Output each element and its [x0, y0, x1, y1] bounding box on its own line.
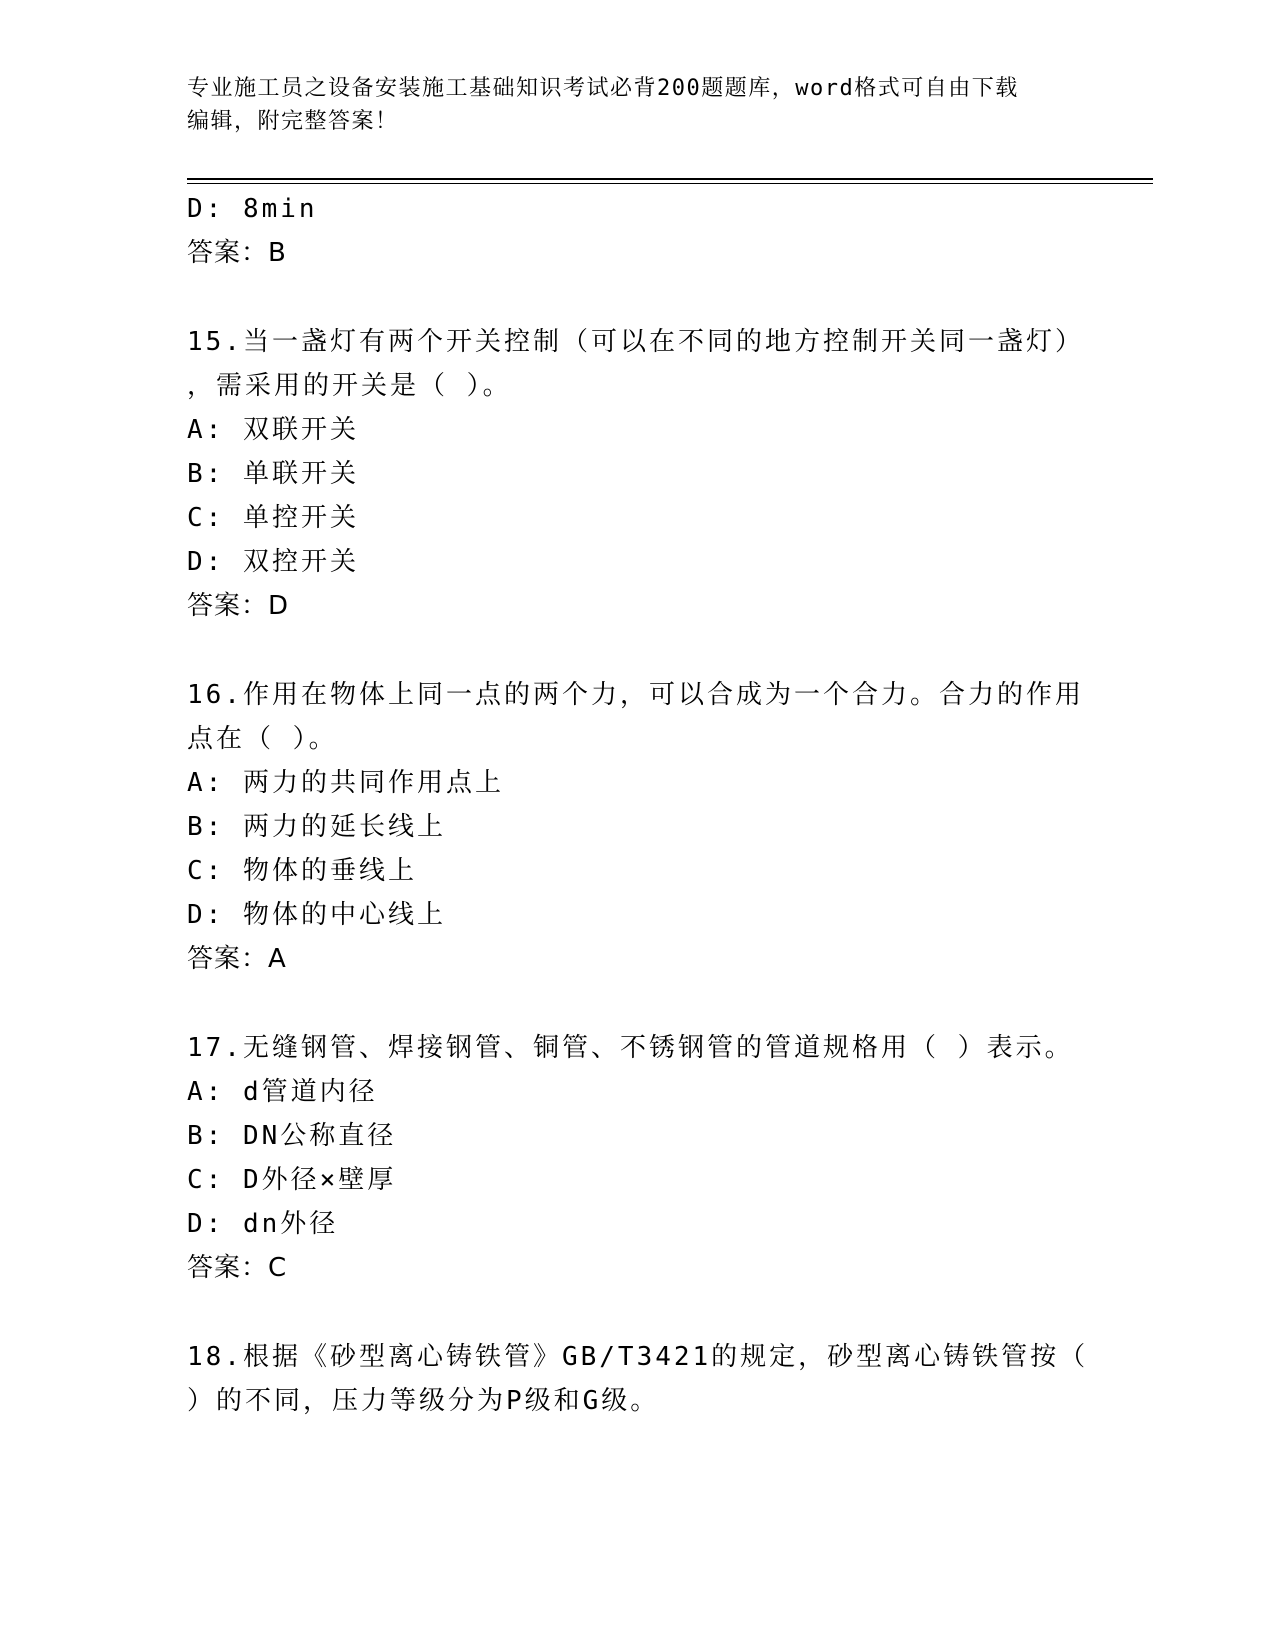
- q15-text-line-1: 15.当一盏灯有两个开关控制（可以在不同的地方控制开关同一盏灯）: [187, 327, 1084, 357]
- q18-text-line-2: ）的不同，压力等级分为P级和G级。: [187, 1386, 660, 1416]
- q16-text-line-2: 点在（ ）。: [187, 724, 338, 754]
- q16-option-c: C: 物体的垂线上: [187, 856, 417, 886]
- q16-option-a: A: 两力的共同作用点上: [187, 768, 504, 798]
- q15-option-d: D: 双控开关: [187, 547, 359, 577]
- q15-option-a: A: 双联开关: [187, 415, 359, 445]
- q17-text-line-1: 17.无缝钢管、焊接钢管、铜管、不锈钢管的管道规格用（ ）表示。: [187, 1033, 1074, 1063]
- q15-option-b: B: 单联开关: [187, 459, 359, 489]
- q15-text-line-2: ，需采用的开关是（ ）。: [187, 371, 512, 401]
- q16-option-b: B: 两力的延长线上: [187, 812, 446, 842]
- prev-answer: 答案：B: [187, 238, 287, 268]
- header-line-2: 编辑，附完整答案！: [187, 109, 399, 134]
- q17-option-d: D: dn外径: [187, 1209, 339, 1239]
- q15-option-c: C: 单控开关: [187, 503, 359, 533]
- q15-answer: 答案：D: [187, 591, 290, 621]
- q17-option-b: B: DN公称直径: [187, 1121, 397, 1151]
- header-rule-thin: [187, 183, 1153, 184]
- q16-answer: 答案：A: [187, 944, 287, 974]
- q16-text-line-1: 16.作用在物体上同一点的两个力，可以合成为一个合力。合力的作用: [187, 680, 1084, 710]
- document-header: [187, 72, 1067, 138]
- prev-option-d: D: 8min: [187, 194, 318, 224]
- q18-text-line-1: 18.根据《砂型离心铸铁管》GB/T3421的规定，砂型离心铸铁管按（: [187, 1342, 1089, 1372]
- q16-option-d: D: 物体的中心线上: [187, 900, 446, 930]
- q17-answer: 答案：C: [187, 1253, 288, 1283]
- q17-option-a: A: d管道内径: [187, 1077, 378, 1107]
- header-rule-thick: [187, 178, 1153, 180]
- header-line-1: 专业施工员之设备安装施工基础知识考试必背200题题库，word格式可自由下载: [187, 76, 1019, 101]
- q17-option-c: C: D外径×壁厚: [187, 1165, 397, 1195]
